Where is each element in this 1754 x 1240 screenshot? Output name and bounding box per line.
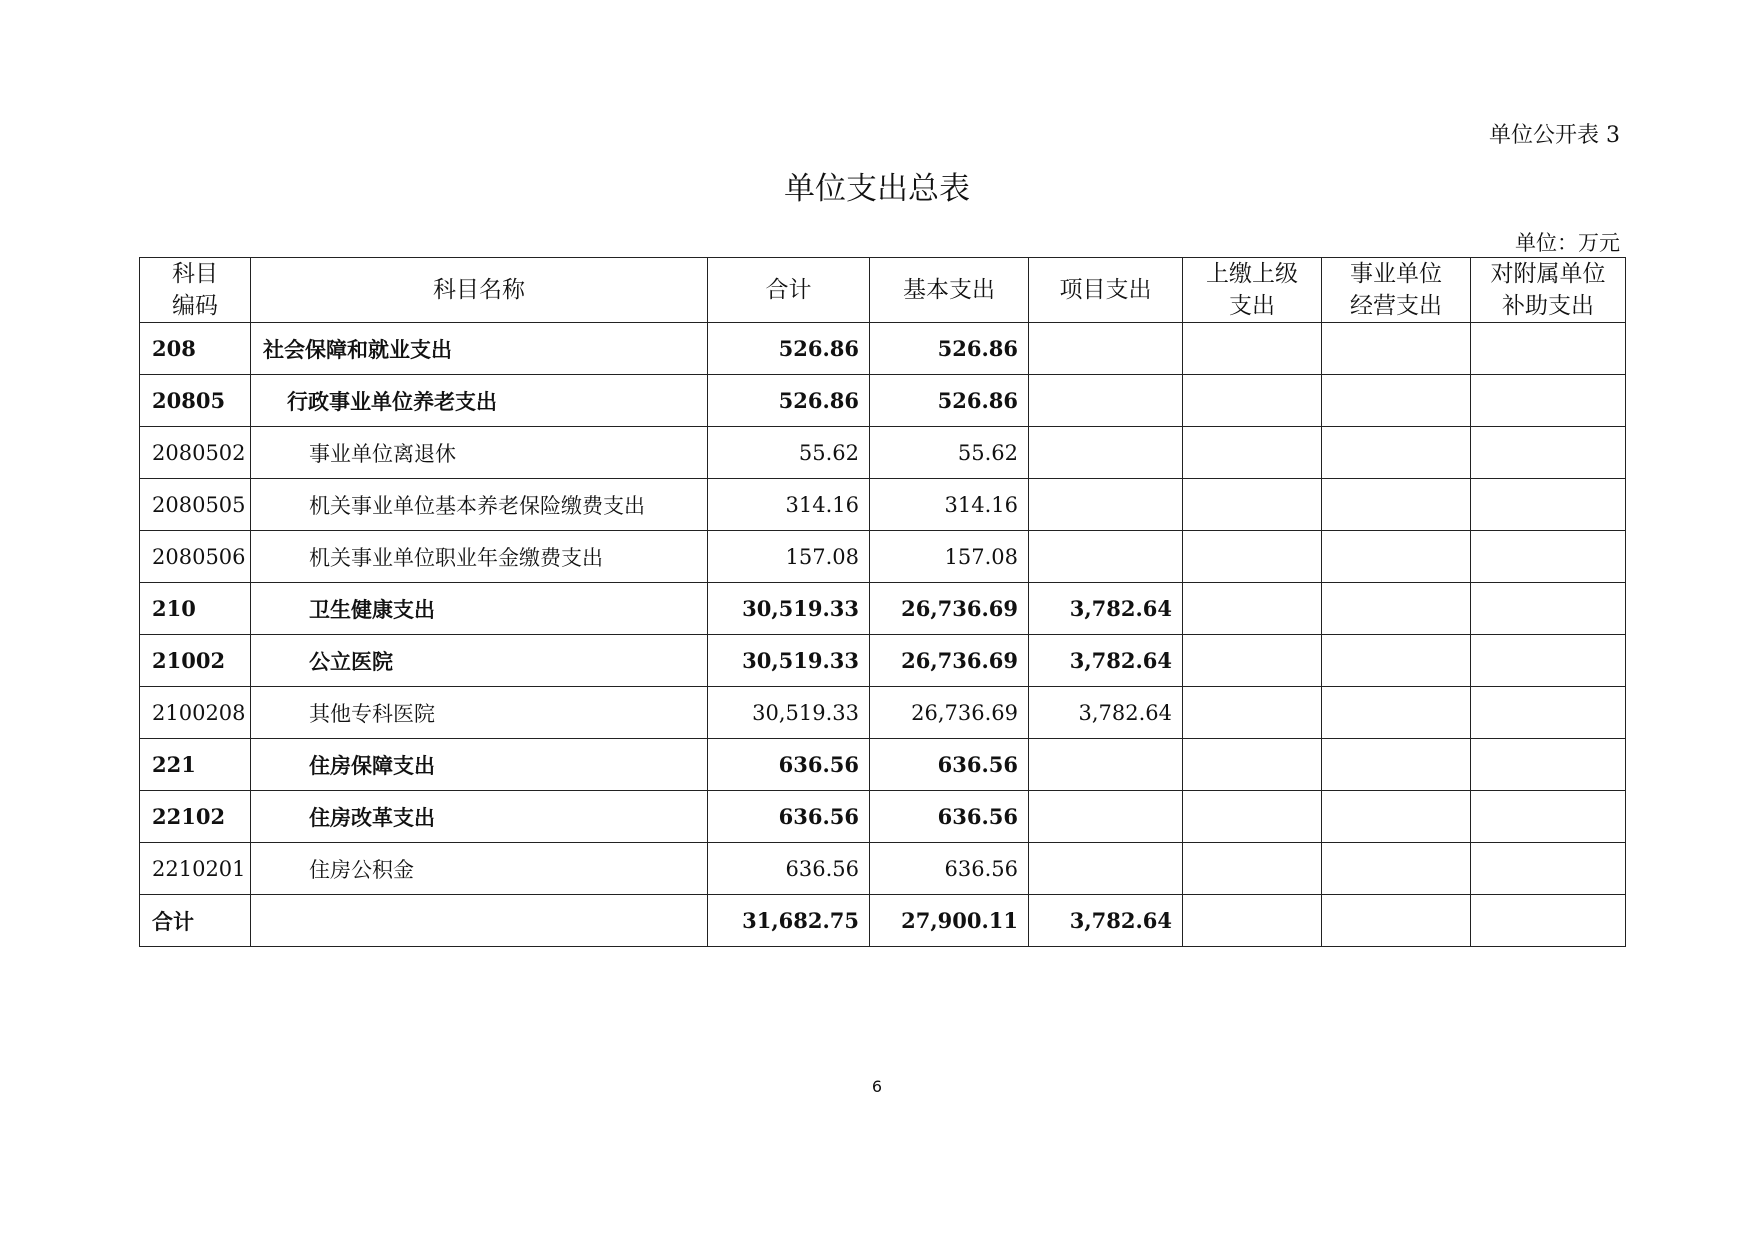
table-row [140,895,1626,947]
cell-business [1322,895,1471,947]
cell-code: 2210201 [140,843,251,895]
cell-code: 2080506 [140,531,251,583]
table-row [140,843,1626,895]
cell-name: 事业单位离退休 [251,427,708,479]
cell-business [1322,843,1471,895]
table-row [140,479,1626,531]
header-total: 合计 [708,258,870,323]
cell-code: 21002 [140,635,251,687]
header-business: 事业单位 经营支出 [1322,258,1471,323]
cell-name [251,895,708,947]
cell-code: 2100208 [140,687,251,739]
cell-business [1322,375,1471,427]
cell-project [1029,479,1183,531]
cell-basic: 26,736.69 [870,635,1029,687]
page-title: 单位支出总表 [784,171,970,207]
cell-upper [1183,375,1322,427]
cell-total: 55.62 [708,427,870,479]
cell-code: 合计 [140,895,251,947]
cell-code: 210 [140,583,251,635]
cell-business [1322,479,1471,531]
cell-total: 636.56 [708,843,870,895]
cell-total: 526.86 [708,323,870,375]
header-subsidy: 对附属单位 补助支出 [1471,258,1626,323]
cell-code: 208 [140,323,251,375]
cell-subsidy [1471,427,1626,479]
form-label: 单位公开表 3 [1489,123,1620,148]
cell-subsidy [1471,687,1626,739]
cell-business [1322,635,1471,687]
cell-name: 其他专科医院 [251,687,708,739]
cell-basic: 526.86 [870,323,1029,375]
table-row [140,375,1626,427]
cell-subsidy [1471,895,1626,947]
header-project: 项目支出 [1029,258,1183,323]
cell-basic: 55.62 [870,427,1029,479]
cell-business [1322,791,1471,843]
cell-total: 157.08 [708,531,870,583]
cell-project [1029,323,1183,375]
cell-upper [1183,635,1322,687]
table-row [140,739,1626,791]
cell-project: 3,782.64 [1029,895,1183,947]
header-code: 科目 编码 [140,258,251,323]
cell-project [1029,531,1183,583]
cell-subsidy [1471,479,1626,531]
table-row [140,531,1626,583]
table-row [140,583,1626,635]
cell-subsidy [1471,739,1626,791]
cell-basic: 27,900.11 [870,895,1029,947]
cell-code: 22102 [140,791,251,843]
cell-upper [1183,791,1322,843]
cell-project: 3,782.64 [1029,583,1183,635]
cell-name: 卫生健康支出 [251,583,708,635]
cell-total: 30,519.33 [708,687,870,739]
cell-basic: 636.56 [870,843,1029,895]
cell-basic: 26,736.69 [870,583,1029,635]
cell-project: 3,782.64 [1029,635,1183,687]
page-number: 6 [871,1077,883,1096]
cell-total: 314.16 [708,479,870,531]
cell-project [1029,427,1183,479]
cell-basic: 314.16 [870,479,1029,531]
table-row [140,323,1626,375]
cell-upper [1183,479,1322,531]
cell-name: 公立医院 [251,635,708,687]
cell-business [1322,583,1471,635]
cell-upper [1183,583,1322,635]
cell-business [1322,323,1471,375]
cell-subsidy [1471,635,1626,687]
unit-label: 单位：万元 [1515,231,1620,255]
cell-project: 3,782.64 [1029,687,1183,739]
cell-upper [1183,531,1322,583]
header-basic: 基本支出 [870,258,1029,323]
cell-code: 2080505 [140,479,251,531]
cell-code: 2080502 [140,427,251,479]
cell-business [1322,739,1471,791]
cell-subsidy [1471,791,1626,843]
cell-total: 30,519.33 [708,635,870,687]
cell-upper [1183,843,1322,895]
cell-subsidy [1471,323,1626,375]
cell-project [1029,739,1183,791]
table-row [140,687,1626,739]
cell-project [1029,791,1183,843]
cell-project [1029,375,1183,427]
cell-name: 社会保障和就业支出 [251,323,708,375]
cell-upper [1183,687,1322,739]
cell-total: 526.86 [708,375,870,427]
cell-upper [1183,739,1322,791]
table-row [140,427,1626,479]
cell-name: 机关事业单位基本养老保险缴费支出 [251,479,708,531]
cell-code: 20805 [140,375,251,427]
cell-basic: 636.56 [870,791,1029,843]
cell-business [1322,531,1471,583]
cell-code: 221 [140,739,251,791]
cell-basic: 157.08 [870,531,1029,583]
cell-upper [1183,427,1322,479]
cell-name: 机关事业单位职业年金缴费支出 [251,531,708,583]
cell-project [1029,843,1183,895]
cell-total: 636.56 [708,739,870,791]
cell-name: 行政事业单位养老支出 [251,375,708,427]
table-row [140,791,1626,843]
cell-total: 636.56 [708,791,870,843]
cell-subsidy [1471,843,1626,895]
table-row [140,635,1626,687]
cell-basic: 526.86 [870,375,1029,427]
header-row [140,258,1626,323]
cell-upper [1183,895,1322,947]
cell-subsidy [1471,531,1626,583]
header-upper: 上缴上级 支出 [1183,258,1322,323]
cell-business [1322,687,1471,739]
expenditure-table [139,257,1626,947]
cell-business [1322,427,1471,479]
cell-subsidy [1471,583,1626,635]
cell-subsidy [1471,375,1626,427]
cell-total: 30,519.33 [708,583,870,635]
cell-name: 住房改革支出 [251,791,708,843]
cell-upper [1183,323,1322,375]
cell-total: 31,682.75 [708,895,870,947]
cell-name: 住房公积金 [251,843,708,895]
cell-basic: 636.56 [870,739,1029,791]
cell-basic: 26,736.69 [870,687,1029,739]
header-name: 科目名称 [251,258,708,323]
cell-name: 住房保障支出 [251,739,708,791]
